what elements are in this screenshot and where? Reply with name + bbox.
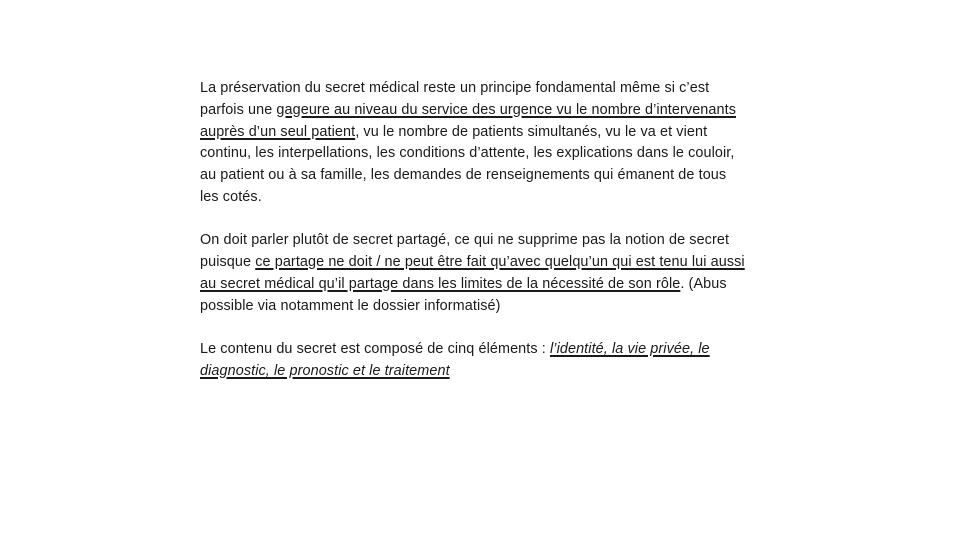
paragraph-1-text-end: , vu le nombre de patients simultanés, vu le va et vient continu, les interpellations, les conditions d’attente, les explications dans le couloir, au patient ou à sa famille, les demandes de renseignements qui émanent de tous les cotés. <box>200 123 735 205</box>
text-block <box>200 78 745 404</box>
paragraph-2-text: On doit parler plutôt de secret partagé, ce qui ne supprime pas la notion de secret puisque <box>200 232 730 271</box>
paragraph-1-text: La préservation du secret médical reste un principe fondamental même si c’est parfois une <box>200 80 710 118</box>
paragraph-2-underlined: ce partage ne doit / ne peut être fait qu’avec quelqu’un qui est tenu lui aussi au secret médical qu’il partage dans les limites de la nécessité de son rôle <box>200 254 745 292</box>
paragraph-3-underlined-italic: l’identité, la vie privée, le diagnostic, le pronostic et le traitement <box>200 341 710 379</box>
paragraph-3-text: Le contenu du secret est composé de cinq éléments : <box>200 341 550 358</box>
paragraph-1-underlined: gageure au niveau du service des urgence vu le nombre d’intervenants auprès d’un seul patient <box>200 101 736 140</box>
paragraph-secret-partage <box>200 230 745 317</box>
paragraph-secret-medical <box>200 78 745 209</box>
paragraph-2-text-end: . (Abus possible via notamment le dossier informatisé) <box>200 275 727 314</box>
paragraph-contenu-secret <box>200 339 745 383</box>
